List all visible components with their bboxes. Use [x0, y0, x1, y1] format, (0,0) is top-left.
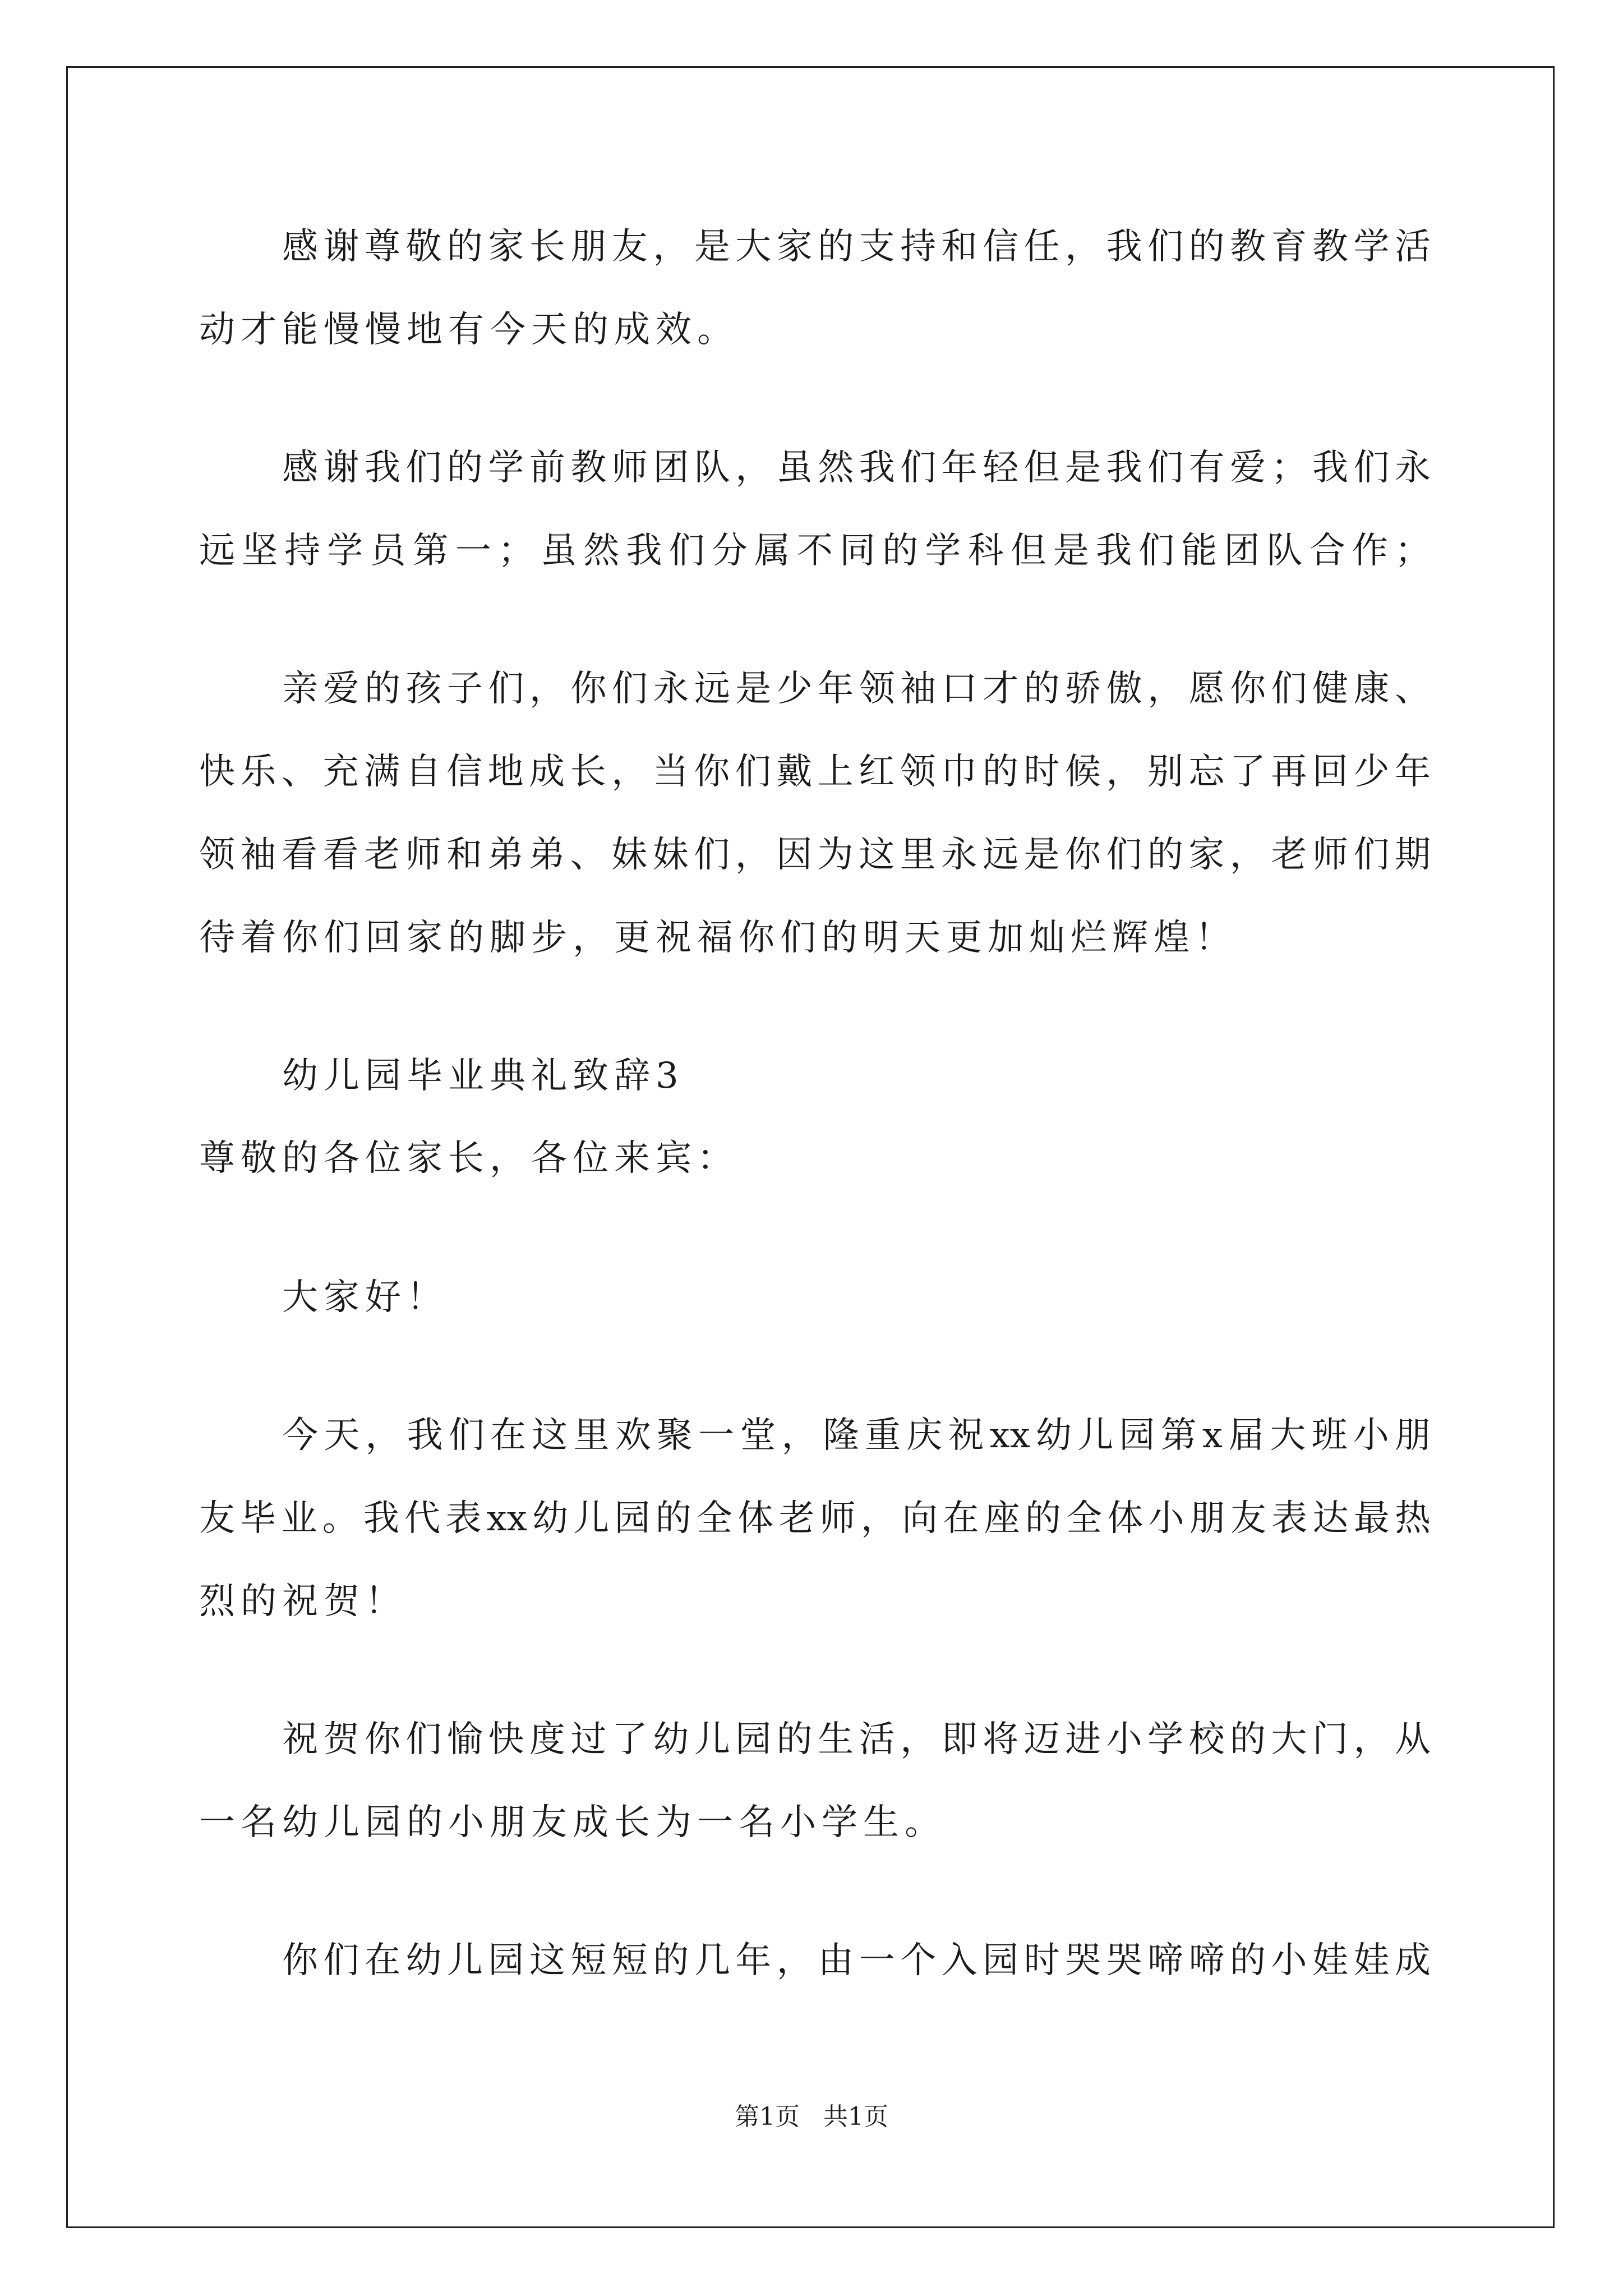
- text-line: 祝贺你们愉快度过了幼儿园的生活，即将迈进小学校的大门，从: [282, 1719, 1431, 1760]
- page-footer: [0, 2101, 1623, 2133]
- text-line: 今天，我们在这里欢聚一堂，隆重庆祝xx幼儿园第x届大班小朋: [282, 1415, 1431, 1456]
- text-line: 感谢尊敬的家长朋友，是大家的支持和信任，我们的教育教学活: [282, 226, 1431, 268]
- section-heading: 幼儿园毕业典礼致辞3: [282, 1055, 684, 1097]
- greeting: 大家好！: [282, 1277, 448, 1318]
- text-line: 快乐、充满自信地成长，当你们戴上红领巾的时候，别忘了再回少年: [199, 751, 1431, 793]
- page-number: 第1页: [735, 2102, 800, 2131]
- text-line: 你们在幼儿园这短短的几年，由一个入园时哭哭啼啼的小娃娃成: [282, 1940, 1431, 1981]
- text-line: 待着你们回家的脚步，更祝福你们的明天更加灿烂辉煌！: [199, 917, 1237, 959]
- text-line: 烈的祝贺！: [199, 1581, 407, 1622]
- text-line: 动才能慢慢地有今天的成效。: [199, 309, 739, 351]
- text-line: 一名幼儿园的小朋友成长为一名小学生。: [199, 1802, 946, 1843]
- text-line: 亲爱的孩子们，你们永远是少年领袖口才的骄傲，愿你们健康、: [282, 668, 1431, 710]
- salutation: 尊敬的各位家长，各位来宾：: [199, 1138, 739, 1179]
- text-line: 感谢我们的学前教师团队，虽然我们年轻但是我们有爱；我们永: [282, 447, 1431, 489]
- text-line: 友毕业。我代表xx幼儿园的全体老师，向在座的全体小朋友表达最热: [199, 1498, 1431, 1539]
- text-line: 领袖看看老师和弟弟、妹妹们，因为这里永远是你们的家，老师们期: [199, 834, 1431, 876]
- text-line: 远坚持学员第一；虽然我们分属不同的学科但是我们能团队合作；: [199, 530, 1431, 572]
- page-total: 共1页: [823, 2102, 888, 2131]
